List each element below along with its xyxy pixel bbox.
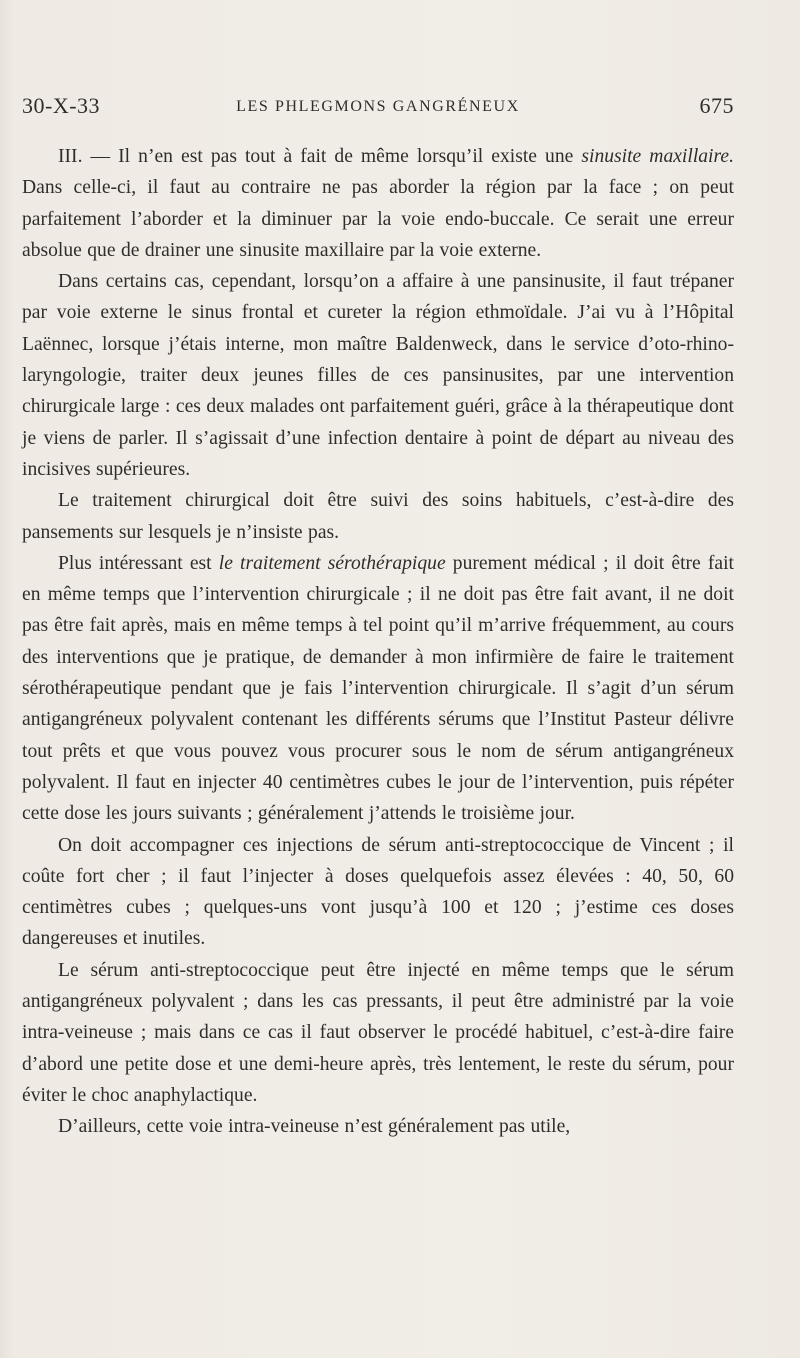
paragraph: [22, 830, 734, 955]
body-text: [22, 141, 734, 1143]
running-title: LES PHLEGMONS GANGRÉNEUX: [236, 98, 520, 115]
paragraph: [22, 1111, 734, 1142]
paragraph: [22, 548, 734, 830]
paragraph: [22, 141, 734, 266]
text-segment: Dans certains cas, cependant, lorsqu’on a affaire à une pansinusite, il faut trépaner par voie externe le sinus frontal et cureter la région ethmoïdale. J’ai vu à l’Hôpital Laënnec, lorsque j’étais interne, mon maître Baldenweck, dans le service d’oto-rhino-laryngologie, traiter deux jeunes filles de ces pansinusites, par une intervention chirurgicale large : ces deux malades ont parfaitement guéri, grâce à la thérapeutique dont je viens de parler. Il s’agissait d’une infection dentaire à point de départ au niveau des incisives supérieures.: [22, 271, 734, 480]
header-date: 30-X-33: [22, 93, 101, 118]
paragraph: [22, 955, 734, 1111]
page-number: 675: [699, 93, 734, 118]
text-segment: Dans celle-ci, il faut au contraire ne pas aborder la région par la face ; on peut parfaitement l’aborder et la diminuer par la voie endo-buccale. Ce serait une erreur absolue que de drainer une sinusite maxillaire par la voie externe.: [22, 177, 734, 261]
text-segment: Le sérum anti-streptococcique peut être injecté en même temps que le sérum antigangréneux polyvalent ; dans les cas pressants, il peut être administré par la voie intra-veineuse ; mais dans ce cas il faut observer le procédé habituel, c’est-à-dire faire d’abord une petite dose et une demi-heure après, très lentement, le reste du sérum, pour éviter le choc anaphylactique.: [22, 959, 734, 1106]
running-header: [22, 93, 734, 127]
text-segment: Le traitement chirurgical doit être suivi des soins habituels, c’est-à-dire des pansements sur lesquels je n’insiste pas.: [22, 490, 734, 543]
text-segment: Plus intéressant est: [58, 552, 219, 574]
text-segment: D’ailleurs, cette voie intra-veineuse n’est généralement pas utile,: [58, 1116, 571, 1138]
paragraph: [22, 266, 734, 485]
text-segment: On doit accompagner ces injections de sérum anti-streptococcique de Vincent ; il coûte fort cher ; il faut l’injecter à doses quelquefois assez élevées : 40, 50, 60 centimètres cubes ; quelques-uns vont jusqu’à 100 et 120 ; j’estime ces doses dangereuses et inutiles.: [22, 834, 734, 950]
paragraph: [22, 485, 734, 548]
italic-text-segment: le traitement sérothérapique: [218, 552, 446, 574]
text-segment: purement médical ; il doit être fait en même temps que l’intervention chirurgicale ; il ne doit pas être fait avant, il ne doit pas être fait après, mais en même temps à tel point qu’il m’arrive fréquemment, au cours des interventions que je pratique, de demander à mon infirmière de faire le traitement sérothérapeutique pendant que je fais l’intervention chirurgicale. Il s’agit d’un sérum antigangréneux polyvalent contenant les différents sérums que l’Institut Pasteur délivre tout prêts et que vous pouvez vous procurer sous le nom de sérum antigangréneux polyvalent. Il faut en injecter 40 centimètres cubes le jour de l’intervention, puis répéter cette dose les jours suivants ; généralement j’attends le troisième jour.: [22, 552, 734, 825]
text-segment: III. — Il n’en est pas tout à fait de même lorsqu’il existe une: [58, 146, 582, 167]
italic-text-segment: sinusite maxillaire.: [581, 146, 734, 167]
